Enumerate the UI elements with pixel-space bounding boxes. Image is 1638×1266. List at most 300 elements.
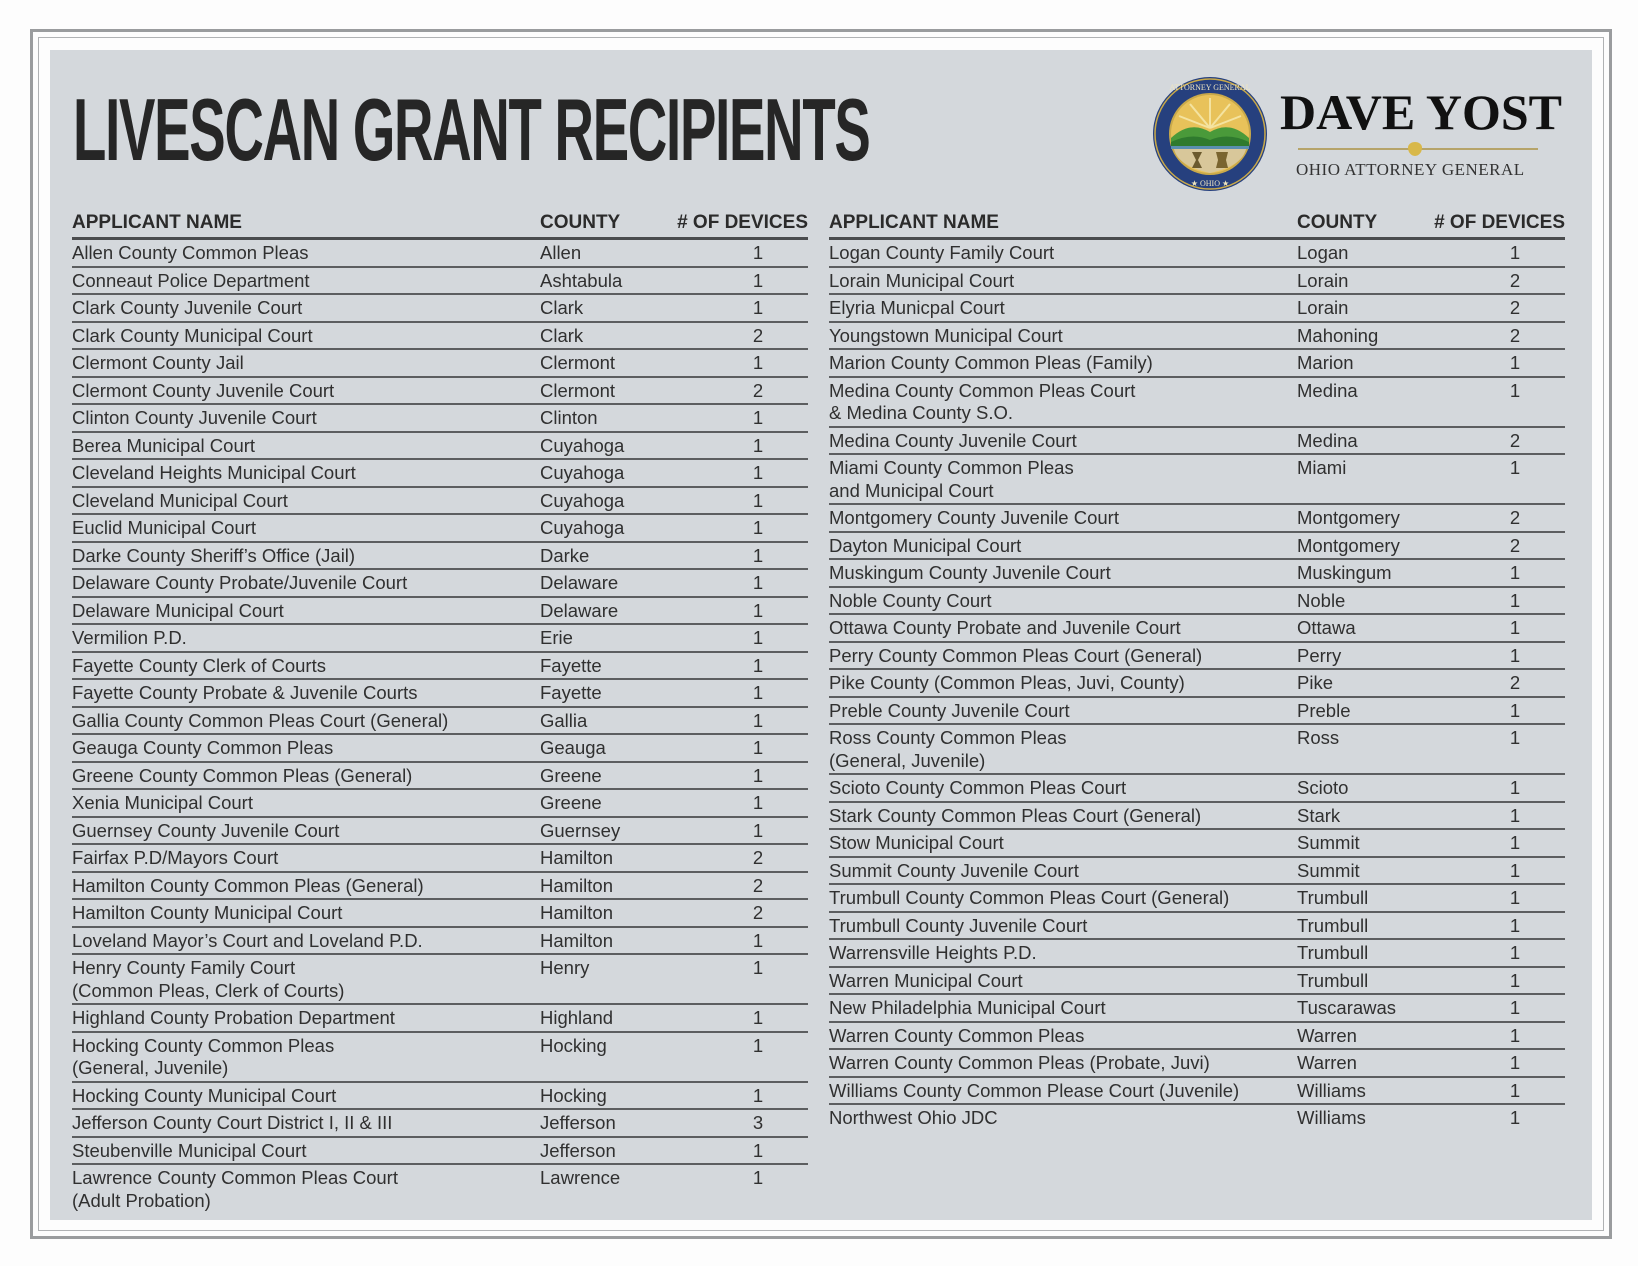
devices-cell: 1	[668, 239, 808, 267]
table-row	[72, 789, 808, 817]
applicant-name-cell	[829, 724, 1297, 774]
applicant-name: Conneaut Police Department	[72, 269, 310, 291]
table-row	[72, 707, 808, 735]
applicant-name-cell	[829, 774, 1297, 802]
applicant-name-cell	[72, 679, 540, 707]
table-row	[72, 432, 808, 460]
county-cell: Hamilton	[540, 844, 668, 872]
applicant-name-cell	[72, 872, 540, 900]
applicant-name: Guernsey County Juvenile Court	[72, 819, 340, 841]
applicant-name-cell	[72, 707, 540, 735]
county-cell: Clermont	[540, 349, 668, 377]
devices-cell: 1	[668, 349, 808, 377]
county-cell: Mahoning	[1297, 322, 1425, 350]
table-row	[72, 514, 808, 542]
svg-text:ATTORNEY GENERAL: ATTORNEY GENERAL	[1169, 83, 1251, 92]
applicant-name: Northwest Ohio JDC	[829, 1107, 998, 1128]
county-cell: Lorain	[1297, 294, 1425, 322]
table-row	[829, 802, 1565, 830]
svg-text:★ OHIO ★: ★ OHIO ★	[1190, 179, 1230, 188]
county-cell: Ashtabula	[540, 267, 668, 295]
devices-cell: 2	[1425, 669, 1565, 697]
applicant-name-cell	[72, 597, 540, 625]
devices-cell: 1	[1425, 614, 1565, 642]
county-cell: Summit	[1297, 829, 1425, 857]
applicant-name-cell	[829, 454, 1297, 504]
applicant-name: Vermilion P.D.	[72, 627, 187, 648]
county-cell: Tuscarawas	[1297, 994, 1425, 1022]
applicant-name: Fairfax P.D/Mayors Court	[72, 847, 279, 868]
column-header-devices: # OF DEVICES	[668, 210, 808, 239]
applicant-name-cell	[72, 652, 540, 680]
devices-cell: 1	[668, 597, 808, 625]
applicant-name: Summit County Juvenile Court	[829, 859, 1079, 881]
applicant-name-cell	[829, 829, 1297, 857]
devices-cell: 1	[1425, 724, 1565, 774]
attorney-general-logo	[1152, 76, 1563, 194]
county-cell: Perry	[1297, 642, 1425, 670]
applicant-name: Medina County Juvenile Court	[829, 429, 1077, 451]
applicant-name-cell	[829, 1104, 1297, 1131]
county-cell: Warren	[1297, 1022, 1425, 1050]
table-row	[829, 587, 1565, 615]
applicant-name-cell	[829, 1022, 1297, 1050]
applicant-name: Darke County Sheriff’s Office (Jail)	[72, 544, 356, 566]
county-cell: Lawrence	[540, 1167, 621, 1188]
applicant-name: Noble County Court	[829, 589, 992, 611]
applicant-name-line2: and Municipal Court	[829, 479, 994, 501]
applicant-name-line2: (General, Juvenile)	[72, 1057, 229, 1078]
table-row	[72, 542, 808, 570]
devices-cell: 1	[668, 817, 808, 845]
applicant-name-cell	[829, 377, 1297, 427]
applicant-name: Warrensville Heights P.D.	[829, 942, 1037, 963]
devices-cell: 1	[668, 569, 808, 597]
devices-cell: 2	[668, 899, 808, 927]
devices-cell: 1	[1425, 697, 1565, 725]
applicant-name: New Philadelphia Municipal Court	[829, 997, 1106, 1018]
applicant-name-cell	[72, 734, 540, 762]
county-cell: Allen	[540, 239, 668, 267]
table-row	[829, 427, 1565, 455]
table-row	[829, 267, 1565, 295]
applicant-name: Williams County Common Please Court (Juvenile)	[829, 1079, 1240, 1101]
applicant-name: Clark County Municipal Court	[72, 324, 313, 346]
applicant-name: Pike County (Common Pleas, Juvi, County)	[829, 672, 1185, 693]
county-cell: Trumbull	[1297, 967, 1425, 995]
county-cell: Logan	[1297, 239, 1425, 267]
devices-cell: 1	[668, 1032, 808, 1082]
table-row	[72, 597, 808, 625]
applicant-name-cell	[829, 642, 1297, 670]
county-cell: Jefferson	[540, 1109, 668, 1137]
county-cell: Highland	[540, 1004, 668, 1032]
applicant-name-cell	[72, 294, 540, 322]
applicant-name: Stow Municipal Court	[829, 832, 1004, 853]
applicant-name-cell	[829, 349, 1297, 377]
table-row	[829, 857, 1565, 885]
county-cell: Delaware	[540, 569, 668, 597]
applicant-name: Muskingum County Juvenile Court	[829, 562, 1111, 583]
county-cell: Lorain	[1297, 267, 1425, 295]
county-cell: Cuyahoga	[540, 487, 668, 515]
applicant-name: Elyria Municpal Court	[829, 297, 1005, 318]
county-cell: Clermont	[540, 377, 668, 405]
table-row	[72, 1032, 808, 1082]
devices-cell: 1	[668, 487, 808, 515]
devices-cell: 1	[1425, 239, 1565, 267]
applicant-name: Greene County Common Pleas (General)	[72, 764, 413, 786]
devices-cell: 1	[1425, 1049, 1565, 1077]
applicant-name-cell	[72, 844, 540, 872]
devices-cell: 1	[668, 1004, 808, 1032]
county-cell: Fayette	[540, 679, 668, 707]
applicant-name-cell	[72, 762, 540, 790]
county-cell: Medina	[1297, 427, 1425, 455]
table-header-row	[829, 210, 1565, 239]
applicant-name: Warren County Common Pleas (Probate, Juvi)	[829, 1052, 1210, 1073]
devices-cell: 1	[668, 1137, 808, 1165]
applicant-name: Logan County Family Court	[829, 242, 1055, 263]
applicant-name: Gallia County Common Pleas Court (General)	[72, 709, 449, 731]
column-header-devices: # OF DEVICES	[1425, 210, 1565, 239]
table-row	[72, 294, 808, 322]
applicant-name-cell	[829, 559, 1297, 587]
county-cell: Fayette	[540, 652, 668, 680]
applicant-name-cell	[829, 532, 1297, 560]
applicant-name-cell	[72, 789, 540, 817]
table-row	[72, 1082, 808, 1110]
applicant-name: Stark County Common Pleas Court (General)	[829, 804, 1202, 826]
table-row	[72, 817, 808, 845]
applicant-name-cell	[72, 569, 540, 597]
table-row	[829, 939, 1565, 967]
table-row	[72, 1137, 808, 1165]
county-cell: Williams	[1297, 1077, 1425, 1105]
devices-cell: 1	[1425, 349, 1565, 377]
applicant-name: Euclid Municipal Court	[72, 517, 257, 538]
devices-cell: 2	[1425, 322, 1565, 350]
county-cell: Miami	[1297, 454, 1425, 504]
applicant-name-line2: (Common Pleas, Clerk of Courts)	[72, 979, 345, 1001]
applicant-name-cell	[72, 267, 540, 295]
table-row	[829, 1022, 1565, 1050]
applicant-name-cell	[829, 504, 1297, 532]
applicant-name: Youngstown Municipal Court	[829, 324, 1063, 346]
applicant-name: Fayette County Probate & Juvenile Courts	[72, 682, 418, 703]
devices-cell: 1	[1425, 802, 1565, 830]
applicant-name: Hamilton County Common Pleas (General)	[72, 874, 424, 896]
devices-cell: 1	[1425, 1077, 1565, 1105]
table-row	[72, 762, 808, 790]
applicant-name: Marion County Common Pleas (Family)	[829, 352, 1153, 373]
table-row	[829, 912, 1565, 940]
applicant-name-cell	[829, 939, 1297, 967]
applicant-name-cell	[72, 459, 540, 487]
county-cell: Marion	[1297, 349, 1425, 377]
table-row	[72, 679, 808, 707]
table-row	[72, 239, 808, 267]
applicant-name: Medina County Common Pleas Court	[829, 379, 1136, 401]
applicant-name: Preble County Juvenile Court	[829, 699, 1070, 721]
applicant-name-line2: (General, Juvenile)	[829, 749, 986, 771]
recipients-table-left	[72, 210, 808, 1213]
county-cell: Warren	[1297, 1049, 1425, 1077]
county-cell: Greene	[540, 762, 668, 790]
table-row	[72, 349, 808, 377]
devices-cell: 1	[1425, 912, 1565, 940]
county-cell: Clark	[540, 294, 668, 322]
devices-cell: 1	[668, 294, 808, 322]
table-row	[72, 954, 808, 1004]
applicant-name-cell	[829, 614, 1297, 642]
applicant-name: Clark County Juvenile Court	[72, 297, 303, 318]
devices-cell: 2	[668, 872, 808, 900]
applicant-name: Clinton County Juvenile Court	[72, 407, 317, 428]
applicant-name-cell	[72, 1109, 540, 1137]
column-header-county: COUNTY	[540, 210, 668, 239]
table-row	[829, 774, 1565, 802]
table-row	[72, 459, 808, 487]
table-row	[72, 844, 808, 872]
table-row	[72, 404, 808, 432]
devices-cell: 1	[668, 734, 808, 762]
applicant-name: Ottawa County Probate and Juvenile Court	[829, 617, 1181, 638]
table-row	[829, 349, 1565, 377]
table-row	[829, 1049, 1565, 1077]
applicant-name: Henry County Family Court	[72, 957, 296, 978]
applicant-name-cell	[72, 1137, 540, 1165]
devices-cell: 1	[1425, 829, 1565, 857]
county-cell: Montgomery	[1297, 504, 1425, 532]
applicant-name-cell	[72, 817, 540, 845]
table-row	[72, 1109, 808, 1137]
table-header-row	[72, 210, 808, 239]
table-row	[829, 239, 1565, 267]
devices-cell: 1	[1425, 884, 1565, 912]
table-row	[829, 322, 1565, 350]
devices-cell: 1	[1425, 994, 1565, 1022]
county-cell: Williams	[1297, 1107, 1366, 1128]
county-cell: Henry	[540, 954, 668, 1004]
county-cell: Preble	[1297, 697, 1425, 725]
county-cell: Geauga	[540, 734, 668, 762]
applicant-name-cell	[829, 587, 1297, 615]
applicant-name-cell	[72, 1082, 540, 1110]
column-header-applicant: APPLICANT NAME	[829, 210, 1297, 239]
applicant-name: Fayette County Clerk of Courts	[72, 654, 326, 676]
ohio-attorney-general-seal-icon	[1152, 76, 1268, 192]
county-cell: Trumbull	[1297, 912, 1425, 940]
devices-cell: 1	[668, 432, 808, 460]
applicant-name-cell	[72, 927, 540, 955]
applicant-name: Cleveland Municipal Court	[72, 489, 288, 511]
applicant-name-cell	[72, 899, 540, 927]
county-cell: Summit	[1297, 857, 1425, 885]
applicant-name-cell	[829, 294, 1297, 322]
table-row	[829, 967, 1565, 995]
applicant-name: Perry County Common Pleas Court (General)	[829, 644, 1203, 666]
devices-cell: 1	[668, 459, 808, 487]
county-cell: Hamilton	[540, 927, 668, 955]
applicant-name: Lawrence County Common Pleas Court	[72, 1167, 398, 1188]
table-row	[829, 504, 1565, 532]
table-row	[829, 884, 1565, 912]
applicant-name-cell	[829, 967, 1297, 995]
county-cell: Darke	[540, 542, 668, 570]
county-cell: Scioto	[1297, 774, 1425, 802]
applicant-name: Cleveland Heights Municipal Court	[72, 462, 356, 483]
table-row	[72, 487, 808, 515]
devices-cell: 1	[668, 927, 808, 955]
applicant-name: Hamilton County Municipal Court	[72, 902, 343, 923]
devices-cell: 1	[752, 1167, 764, 1188]
table-row	[72, 899, 808, 927]
table-row	[829, 1077, 1565, 1105]
table-row	[72, 927, 808, 955]
table-row	[72, 652, 808, 680]
table-row	[829, 377, 1565, 427]
applicant-name: Highland County Probation Department	[72, 1007, 395, 1028]
county-cell: Pike	[1297, 669, 1425, 697]
applicant-name: Hocking County Common Pleas	[72, 1034, 335, 1056]
applicant-name-cell	[829, 1077, 1297, 1105]
county-cell: Cuyahoga	[540, 459, 668, 487]
applicant-name-cell	[829, 802, 1297, 830]
devices-cell: 1	[1425, 454, 1565, 504]
applicant-name-cell	[72, 1004, 540, 1032]
applicant-name-line2: & Medina County S.O.	[829, 402, 1014, 423]
table-row	[829, 697, 1565, 725]
county-cell: Muskingum	[1297, 559, 1425, 587]
applicant-name-cell	[829, 884, 1297, 912]
applicant-name: Clermont County Jail	[72, 352, 244, 373]
devices-cell: 1	[668, 679, 808, 707]
applicant-name-cell	[72, 514, 540, 542]
applicant-name-cell	[72, 1032, 540, 1082]
devices-cell: 1	[1425, 587, 1565, 615]
county-cell: Jefferson	[540, 1137, 668, 1165]
applicant-name-cell	[829, 427, 1297, 455]
applicant-name: Allen County Common Pleas	[72, 242, 309, 263]
applicant-name-cell	[829, 239, 1297, 267]
county-cell: Gallia	[540, 707, 668, 735]
applicant-name-cell	[829, 697, 1297, 725]
badge-icon	[1408, 142, 1422, 156]
applicant-name: Dayton Municipal Court	[829, 534, 1022, 556]
devices-cell: 1	[1425, 1022, 1565, 1050]
column-header-county: COUNTY	[1297, 210, 1425, 239]
county-cell: Cuyahoga	[540, 514, 668, 542]
table-row	[829, 454, 1565, 504]
devices-cell: 1	[668, 404, 808, 432]
applicant-name: Ross County Common Pleas	[829, 727, 1067, 748]
table-row	[829, 642, 1565, 670]
applicant-name: Geauga County Common Pleas	[72, 737, 334, 758]
devices-cell: 2	[668, 844, 808, 872]
county-cell: Hamilton	[540, 899, 668, 927]
devices-cell: 3	[668, 1109, 808, 1137]
devices-cell: 1	[668, 1082, 808, 1110]
applicant-name-cell	[72, 239, 540, 267]
applicant-name-cell	[829, 857, 1297, 885]
applicant-name: Trumbull County Juvenile Court	[829, 914, 1088, 936]
applicant-name-cell	[829, 912, 1297, 940]
applicant-name-cell	[829, 994, 1297, 1022]
devices-cell: 1	[668, 624, 808, 652]
applicant-name-cell	[72, 954, 540, 1004]
county-cell: Hamilton	[540, 872, 668, 900]
page-title: LIVESCAN GRANT RECIPIENTS	[73, 80, 870, 179]
table-row	[72, 569, 808, 597]
table-row	[829, 1104, 1565, 1131]
devices-cell: 2	[668, 377, 808, 405]
table-row	[829, 994, 1565, 1022]
county-cell: Delaware	[540, 597, 668, 625]
county-cell: Clark	[540, 322, 668, 350]
devices-cell: 1	[668, 542, 808, 570]
county-cell: Montgomery	[1297, 532, 1425, 560]
applicant-name: Berea Municipal Court	[72, 434, 256, 456]
devices-cell: 1	[668, 267, 808, 295]
applicant-name: Montgomery County Juvenile Court	[829, 507, 1119, 528]
applicant-name-cell	[829, 322, 1297, 350]
table-row	[72, 377, 808, 405]
county-cell: Cuyahoga	[540, 432, 668, 460]
applicant-name: Delaware County Probate/Juvenile Court	[72, 572, 408, 593]
county-cell: Trumbull	[1297, 884, 1425, 912]
table-row	[829, 294, 1565, 322]
county-cell: Erie	[540, 624, 668, 652]
devices-cell: 1	[668, 652, 808, 680]
applicant-name: Trumbull County Common Pleas Court (General)	[829, 887, 1230, 908]
county-cell: Medina	[1297, 377, 1425, 427]
county-cell: Trumbull	[1297, 939, 1425, 967]
table-row	[829, 724, 1565, 774]
applicant-name: Xenia Municipal Court	[72, 792, 253, 813]
applicant-name: Scioto County Common Pleas Court	[829, 777, 1127, 798]
devices-cell: 2	[1425, 294, 1565, 322]
table-row	[829, 829, 1565, 857]
devices-cell: 1	[1425, 642, 1565, 670]
applicant-name-cell	[72, 1164, 540, 1213]
county-cell: Guernsey	[540, 817, 668, 845]
devices-cell: 2	[1425, 504, 1565, 532]
applicant-name-cell	[829, 267, 1297, 295]
recipients-table-right	[829, 210, 1565, 1131]
devices-cell: 1	[1425, 377, 1565, 427]
county-cell: Stark	[1297, 802, 1425, 830]
column-header-applicant: APPLICANT NAME	[72, 210, 540, 239]
applicant-name-cell	[72, 542, 540, 570]
devices-cell: 2	[668, 322, 808, 350]
applicant-name-cell	[829, 1049, 1297, 1077]
devices-cell: 1	[1509, 1107, 1521, 1128]
applicant-name: Hocking County Municipal Court	[72, 1084, 337, 1106]
devices-cell: 2	[1425, 532, 1565, 560]
applicant-name-cell	[72, 624, 540, 652]
table-body-left	[72, 239, 808, 1214]
county-cell: Hocking	[540, 1082, 668, 1110]
table-row	[72, 872, 808, 900]
table-body-right	[829, 239, 1565, 1131]
devices-cell: 1	[668, 707, 808, 735]
devices-cell: 1	[1425, 967, 1565, 995]
devices-cell: 1	[668, 954, 808, 1004]
applicant-name: Jefferson County Court District I, II & III	[72, 1112, 393, 1133]
county-cell: Greene	[540, 789, 668, 817]
table-row	[829, 559, 1565, 587]
